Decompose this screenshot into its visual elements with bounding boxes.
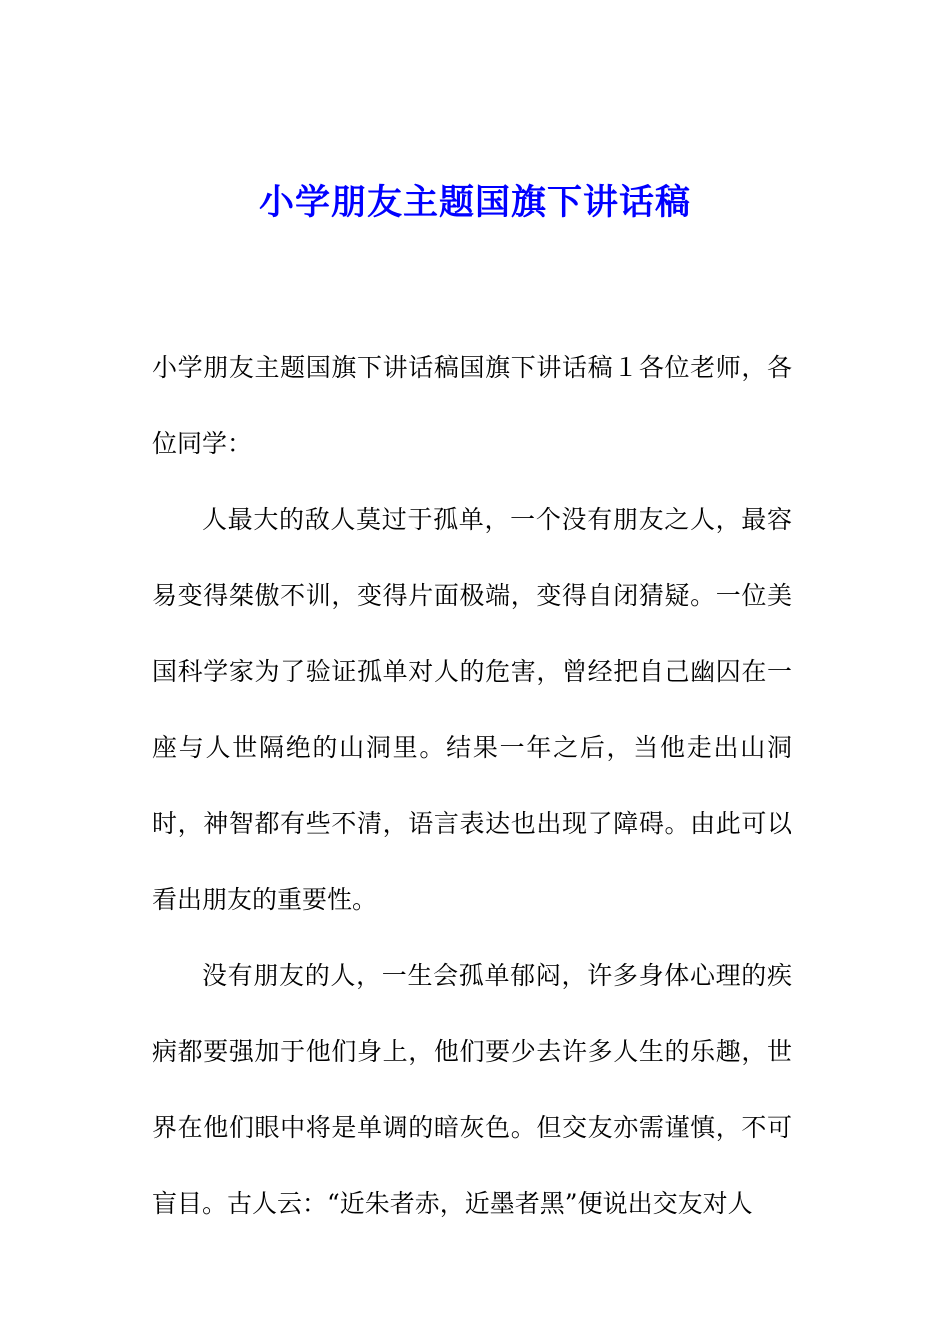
paragraph-friendship: 没有朋友的人，一生会孤单郁闷，许多身体心理的疾病都要强加于他们身上，他们要少去许多人生的乐趣，世界在他们眼中将是单调的暗灰色。但交友亦需谨慎，不可盲目。古人云：“近朱者赤，近墨者黑”便说出交友对人 — [152, 961, 792, 1218]
paragraph-greeting: 小学朋友主题国旗下讲话稿国旗下讲话稿１各位老师，各位同学： — [152, 353, 792, 458]
document-body — [152, 330, 792, 1242]
document-title: 小学朋友主题国旗下讲话稿 — [258, 183, 691, 223]
paragraph-loneliness: 人最大的敌人莫过于孤单，一个没有朋友之人，最容易变得桀傲不训，变得片面极端，变得自闭猜疑。一位美国科学家为了验证孤单对人的危害，曾经把自己幽囚在一座与人世隔绝的山洞里。结果一年之后，当他走出山洞时，神智都有些不清，语言表达也出现了障碍。由此可以看出朋友的重要性。 — [152, 505, 792, 914]
